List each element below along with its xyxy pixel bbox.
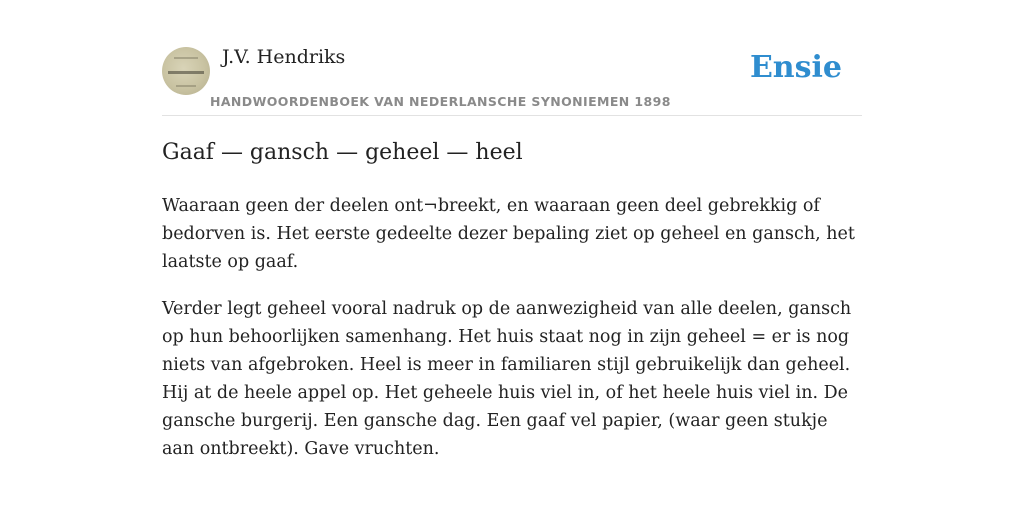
- author-name[interactable]: J.V. Hendriks: [222, 46, 346, 68]
- entry-title: Gaaf — gansch — geheel — heel: [162, 140, 523, 165]
- entry-paragraph: Waaraan geen der deelen ont¬breekt, en waaraan geen deel gebrekkig of bedorven is. Het eerste gedeelte dezer bepaling ziet op geheel en gansch, het laatste op gaaf.: [162, 196, 855, 272]
- header: [162, 44, 862, 116]
- ensie-logo[interactable]: Ensie: [749, 50, 842, 85]
- source-title[interactable]: HANDWOORDENBOEK VAN NEDERLANSCHE SYNONIEMEN 1898: [210, 94, 671, 109]
- entry-body: [162, 192, 862, 482]
- book-cover-avatar[interactable]: [162, 47, 210, 95]
- entry-paragraph: Verder legt geheel vooral nadruk op de aanwezigheid van alle deelen, gansch op hun behoorlijken samenhang. Het huis staat nog in zijn geheel = er is nog niets van afgebroken. Heel is meer in familiaren stijl gebruikelijk dan geheel. Hij at de heele appel op. Het geheele huis viel in, of het heele huis viel in. De gansche burgerij. Een gansche dag. Een gaaf vel papier, (waar geen stukje aan ontbreekt). Gave vruchten.: [162, 299, 852, 459]
